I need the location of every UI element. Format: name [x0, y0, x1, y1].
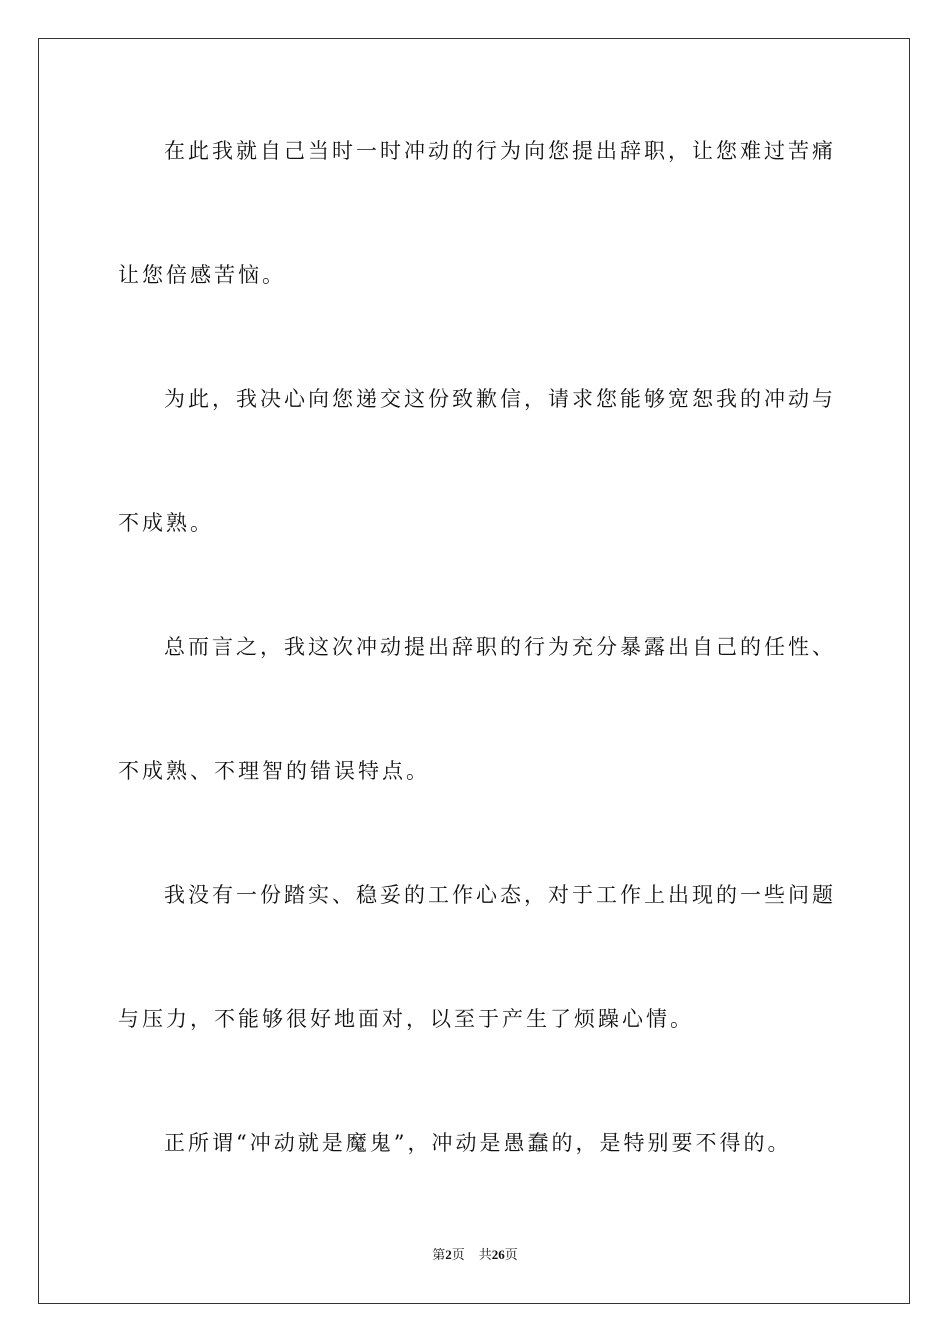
paragraph-3-line-1: 总而言之，我这次冲动提出辞职的行为充分暴露出自己的任性、	[164, 635, 836, 659]
paragraph-2-line-2: 不成熟。	[118, 511, 214, 535]
paragraph-2-line-1: 为此，我决心向您递交这份致歉信，请求您能够宽恕我的冲动与	[164, 387, 836, 411]
paragraph-1-line-2: 让您倍感苦恼。	[118, 263, 286, 287]
total-pages: 26	[491, 1247, 505, 1262]
page-prefix: 第	[432, 1248, 446, 1263]
paragraph-1-line-1: 在此我就自己当时一时冲动的行为向您提出辞职，让您难过苦痛	[164, 139, 836, 163]
total-suffix: 页	[504, 1248, 518, 1263]
total-prefix: 共	[478, 1248, 492, 1263]
page-number: 2	[445, 1247, 452, 1262]
paragraph-3-line-2: 不成熟、不理智的错误特点。	[118, 759, 430, 783]
page-border	[38, 38, 910, 1304]
paragraph-4-line-2: 与压力，不能够很好地面对，以至于产生了烦躁心情。	[118, 1007, 694, 1031]
paragraph-5-line-1: 正所谓“冲动就是魔鬼”，冲动是愚蠢的，是特别要不得的。	[164, 1131, 792, 1155]
page-footer	[0, 1246, 950, 1265]
page-suffix: 页	[451, 1248, 465, 1263]
paragraph-4-line-1: 我没有一份踏实、稳妥的工作心态，对于工作上出现的一些问题	[164, 883, 836, 907]
